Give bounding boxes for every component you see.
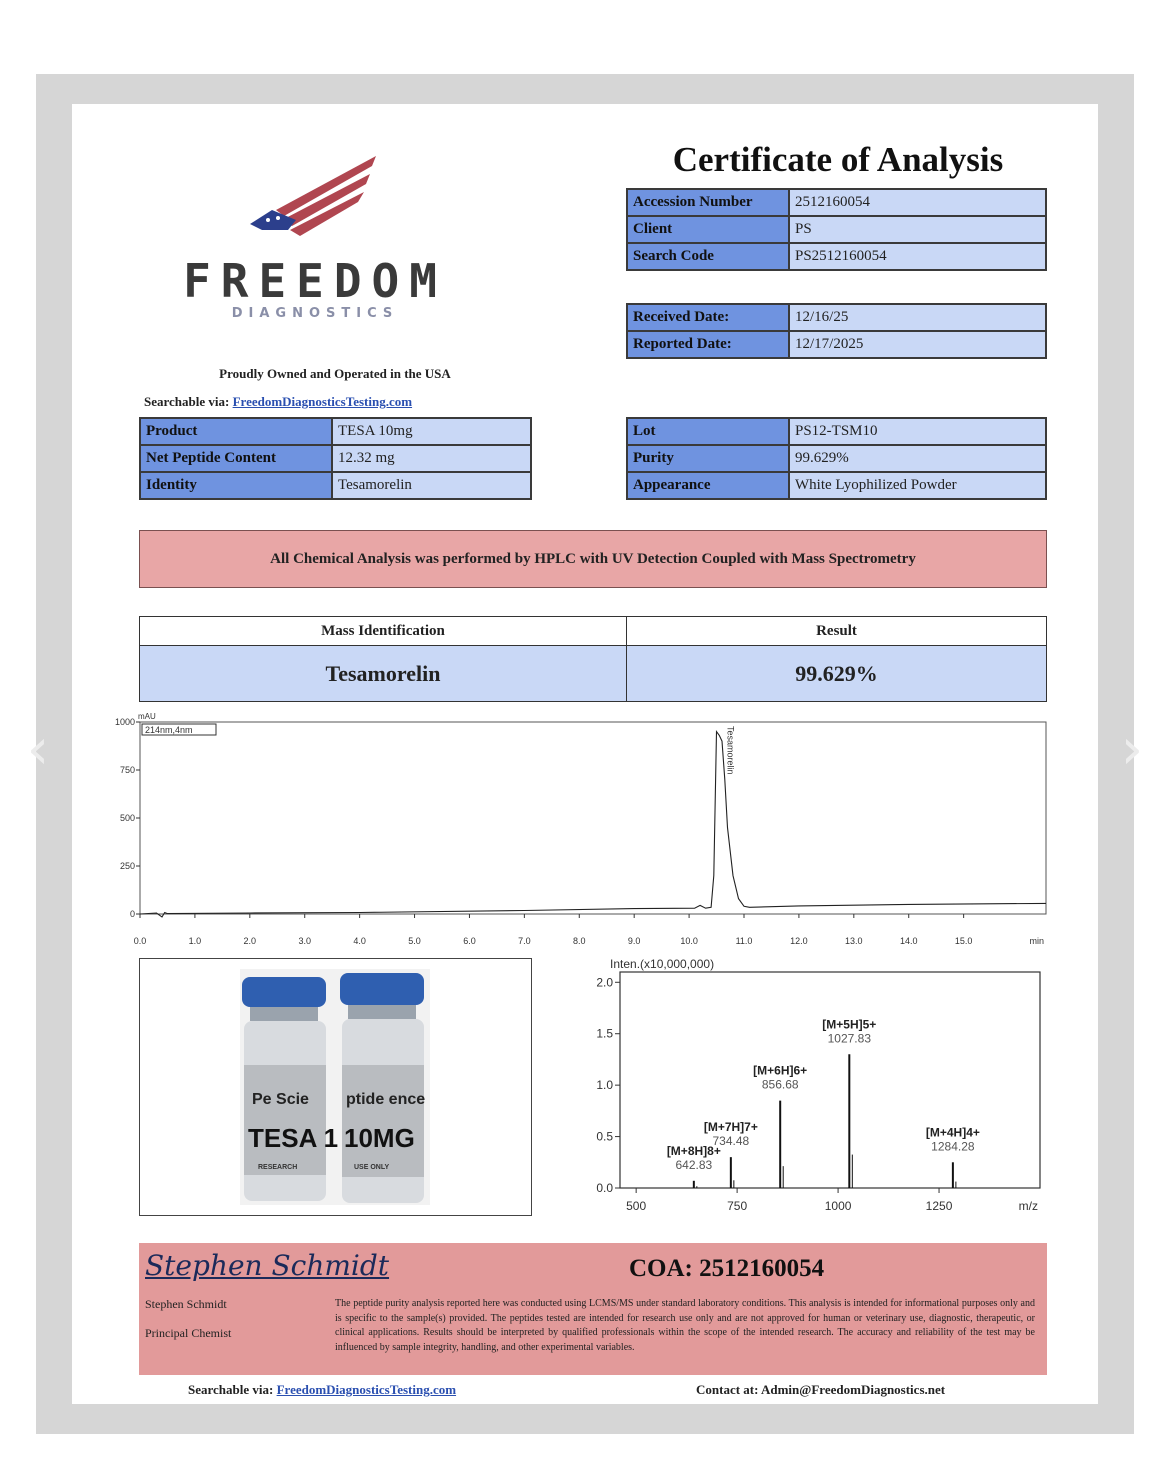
row-value: 2512160054 — [789, 189, 1046, 216]
table-row — [627, 445, 1046, 472]
x-tick-label: 6.0 — [463, 936, 476, 946]
mass-spectrum — [560, 950, 1060, 1220]
x-tick-label: 3.0 — [298, 936, 311, 946]
y-tick-label: 1000 — [114, 717, 135, 727]
row-value: PS12-TSM10 — [789, 418, 1046, 445]
lot-table — [626, 417, 1047, 500]
x-tick-label: 15.0 — [954, 936, 973, 946]
ion-label: [M+5H]5+ — [822, 1017, 877, 1032]
tagline: Proudly Owned and Operated in the USA — [219, 366, 451, 381]
mz-label: 1027.83 — [827, 1031, 872, 1046]
chemist-name: Stephen Schmidt — [145, 1297, 227, 1311]
result-header: Result — [627, 617, 1046, 646]
y-tick-label: 1.0 — [596, 1078, 613, 1093]
x-tick-label: 1250 — [925, 1199, 953, 1213]
identity-value: Tesamorelin — [140, 646, 626, 701]
searchable-via — [144, 394, 412, 410]
table-row — [627, 243, 1046, 270]
table-row — [140, 445, 531, 472]
row-key: Identity — [140, 472, 332, 499]
signature-block — [139, 1243, 1047, 1375]
ion-label: [M+8H]8+ — [666, 1143, 721, 1158]
label-left: TESA 1 — [248, 1123, 339, 1153]
x-axis-unit: min — [1029, 936, 1044, 946]
row-key: Net Peptide Content — [140, 445, 332, 472]
legend-text: 214nm,4nm — [145, 725, 193, 735]
row-key: Accession Number — [627, 189, 789, 216]
legend — [142, 724, 216, 735]
mz-label: 642.83 — [675, 1157, 713, 1172]
ion-label: [M+4H]4+ — [925, 1125, 980, 1140]
logo-wordmark: FREEDOM — [183, 254, 447, 308]
y-tick-label: 250 — [119, 861, 135, 871]
x-tick-label: 2.0 — [243, 936, 257, 946]
row-key: Reported Date: — [627, 331, 789, 358]
table-row — [627, 331, 1046, 358]
product-photo — [139, 958, 532, 1216]
chemist-role: Principal Chemist — [145, 1326, 232, 1340]
chevron-left-icon[interactable]: ‹ — [26, 717, 50, 782]
x-tick-label: 12.0 — [790, 936, 808, 946]
row-key: Purity — [627, 445, 789, 472]
x-tick-label: 11.0 — [735, 936, 753, 946]
hplc-chromatogram — [100, 710, 1060, 956]
y-tick-label: 500 — [119, 813, 135, 823]
column-divider — [626, 617, 627, 701]
searchable-label: Searchable via: — [144, 394, 230, 409]
y-tick-label: 0.0 — [596, 1181, 613, 1195]
row-value: Tesamorelin — [332, 472, 531, 499]
x-tick-label: 0.0 — [133, 936, 147, 946]
x-tick-label: 10.0 — [680, 936, 698, 946]
contact-email[interactable]: Contact at: Admin@FreedomDiagnostics.net — [696, 1382, 946, 1397]
mass-id-header: Mass Identification — [140, 617, 626, 646]
x-tick-label: 9.0 — [627, 936, 641, 946]
mz-label: 1284.28 — [931, 1139, 975, 1154]
flag-wing-logo-icon — [248, 150, 383, 246]
x-tick-label: 7.0 — [518, 936, 531, 946]
row-value: 99.629% — [789, 445, 1046, 472]
row-key: Client — [627, 216, 789, 243]
y-tick-label: 0.5 — [596, 1129, 613, 1144]
y-tick-label: 750 — [119, 765, 135, 775]
coa-number: COA: 2512160054 — [629, 1255, 825, 1282]
accession-table — [626, 188, 1047, 271]
row-key: Received Date: — [627, 304, 789, 331]
row-key: Lot — [627, 418, 789, 445]
method-banner: All Chemical Analysis was performed by HPLC with UV Detection Coupled with Mass Spectrometry — [139, 530, 1047, 588]
table-row — [140, 472, 531, 499]
vial-label-right — [342, 1065, 424, 1177]
brand-left: Pe Scie — [252, 1091, 309, 1108]
disclaimer: The peptide purity analysis reported here was conducted using LCMS/MS under standard laboratory conditions. This analysis is intended for informational purposes only and is specific to the sample(s) provided. The peptides tested are intended for research use only and are not approved for human or veterinary use, diagnostic, therapeutic, or clinical applications. Results should be interpreted by qualified professionals within the scope of the intended research. The accuracy and reliability of the test may be influenced by sample integrity, handling, and other experimental variables. — [335, 1298, 1035, 1353]
ion-label: [M+6H]6+ — [753, 1063, 808, 1078]
table-row — [627, 216, 1046, 243]
row-key: Search Code — [627, 243, 789, 270]
y-tick-label: 0 — [129, 909, 135, 919]
row-value: 12/16/25 — [789, 304, 1046, 331]
plot-frame — [140, 722, 1046, 914]
vial-cap-left — [242, 977, 326, 1007]
row-value: PS — [789, 216, 1046, 243]
chemist-signature: Stephen Schmidt — [145, 1249, 390, 1282]
y-axis-unit: mAU — [138, 712, 156, 721]
peak-label: Tesamorelin — [725, 726, 736, 775]
vial-neck-left — [250, 1007, 318, 1021]
vial-neck-right — [348, 1005, 416, 1019]
x-tick-label: 5.0 — [408, 936, 421, 946]
label-right: 10MG — [344, 1123, 415, 1153]
dates-table — [626, 303, 1047, 359]
row-value: 12/17/2025 — [789, 331, 1046, 358]
brand-right: ptide ence — [346, 1091, 426, 1108]
table-row — [140, 418, 531, 445]
small-right: USE ONLY — [354, 1164, 390, 1171]
table-row — [627, 472, 1046, 499]
purity-value: 99.629% — [627, 646, 1046, 701]
vial-image — [140, 959, 531, 1215]
ion-label: [M+7H]7+ — [703, 1120, 758, 1135]
y-axis-label: Inten.(x10,000,000) — [610, 957, 715, 971]
table-row — [627, 304, 1046, 331]
table-row — [627, 189, 1046, 216]
bottom-website-link[interactable]: FreedomDiagnosticsTesting.com — [276, 1382, 457, 1397]
vial-label-left — [244, 1065, 326, 1175]
x-tick-label: 8.0 — [573, 936, 586, 946]
row-value: TESA 10mg — [332, 418, 531, 445]
bottom-searchable — [188, 1382, 456, 1398]
table-row — [627, 418, 1046, 445]
page-title: Certificate of Analysis — [672, 140, 1004, 179]
x-tick-label: 13.0 — [845, 936, 863, 946]
x-tick-label: 14.0 — [899, 936, 918, 946]
y-tick-label: 1.5 — [596, 1026, 613, 1041]
chevron-right-icon[interactable]: › — [1120, 717, 1144, 782]
website-link[interactable]: FreedomDiagnosticsTesting.com — [232, 394, 413, 409]
row-value: 12.32 mg — [332, 445, 531, 472]
row-key: Appearance — [627, 472, 789, 499]
row-value: PS2512160054 — [789, 243, 1046, 270]
x-tick-label: 1.0 — [188, 936, 202, 946]
bottom-search-label: Searchable via: — [188, 1382, 274, 1397]
chromatogram-trace — [140, 732, 1046, 917]
product-table — [139, 417, 532, 500]
vial-cap-right — [340, 973, 424, 1005]
x-tick-label: 500 — [626, 1199, 647, 1213]
x-axis-unit: m/z — [1018, 1199, 1038, 1213]
small-left: RESEARCH — [258, 1164, 298, 1171]
logo-subtitle: DIAGNOSTICS — [231, 306, 399, 321]
mz-label: 734.48 — [712, 1134, 750, 1149]
x-tick-label: 4.0 — [353, 936, 366, 946]
row-key: Product — [140, 418, 332, 445]
result-table — [139, 616, 1047, 702]
row-value: White Lyophilized Powder — [789, 472, 1046, 499]
x-tick-label: 750 — [727, 1199, 748, 1213]
x-tick-label: 1000 — [824, 1199, 852, 1213]
mz-label: 856.68 — [761, 1077, 799, 1092]
y-tick-label: 2.0 — [596, 975, 613, 990]
